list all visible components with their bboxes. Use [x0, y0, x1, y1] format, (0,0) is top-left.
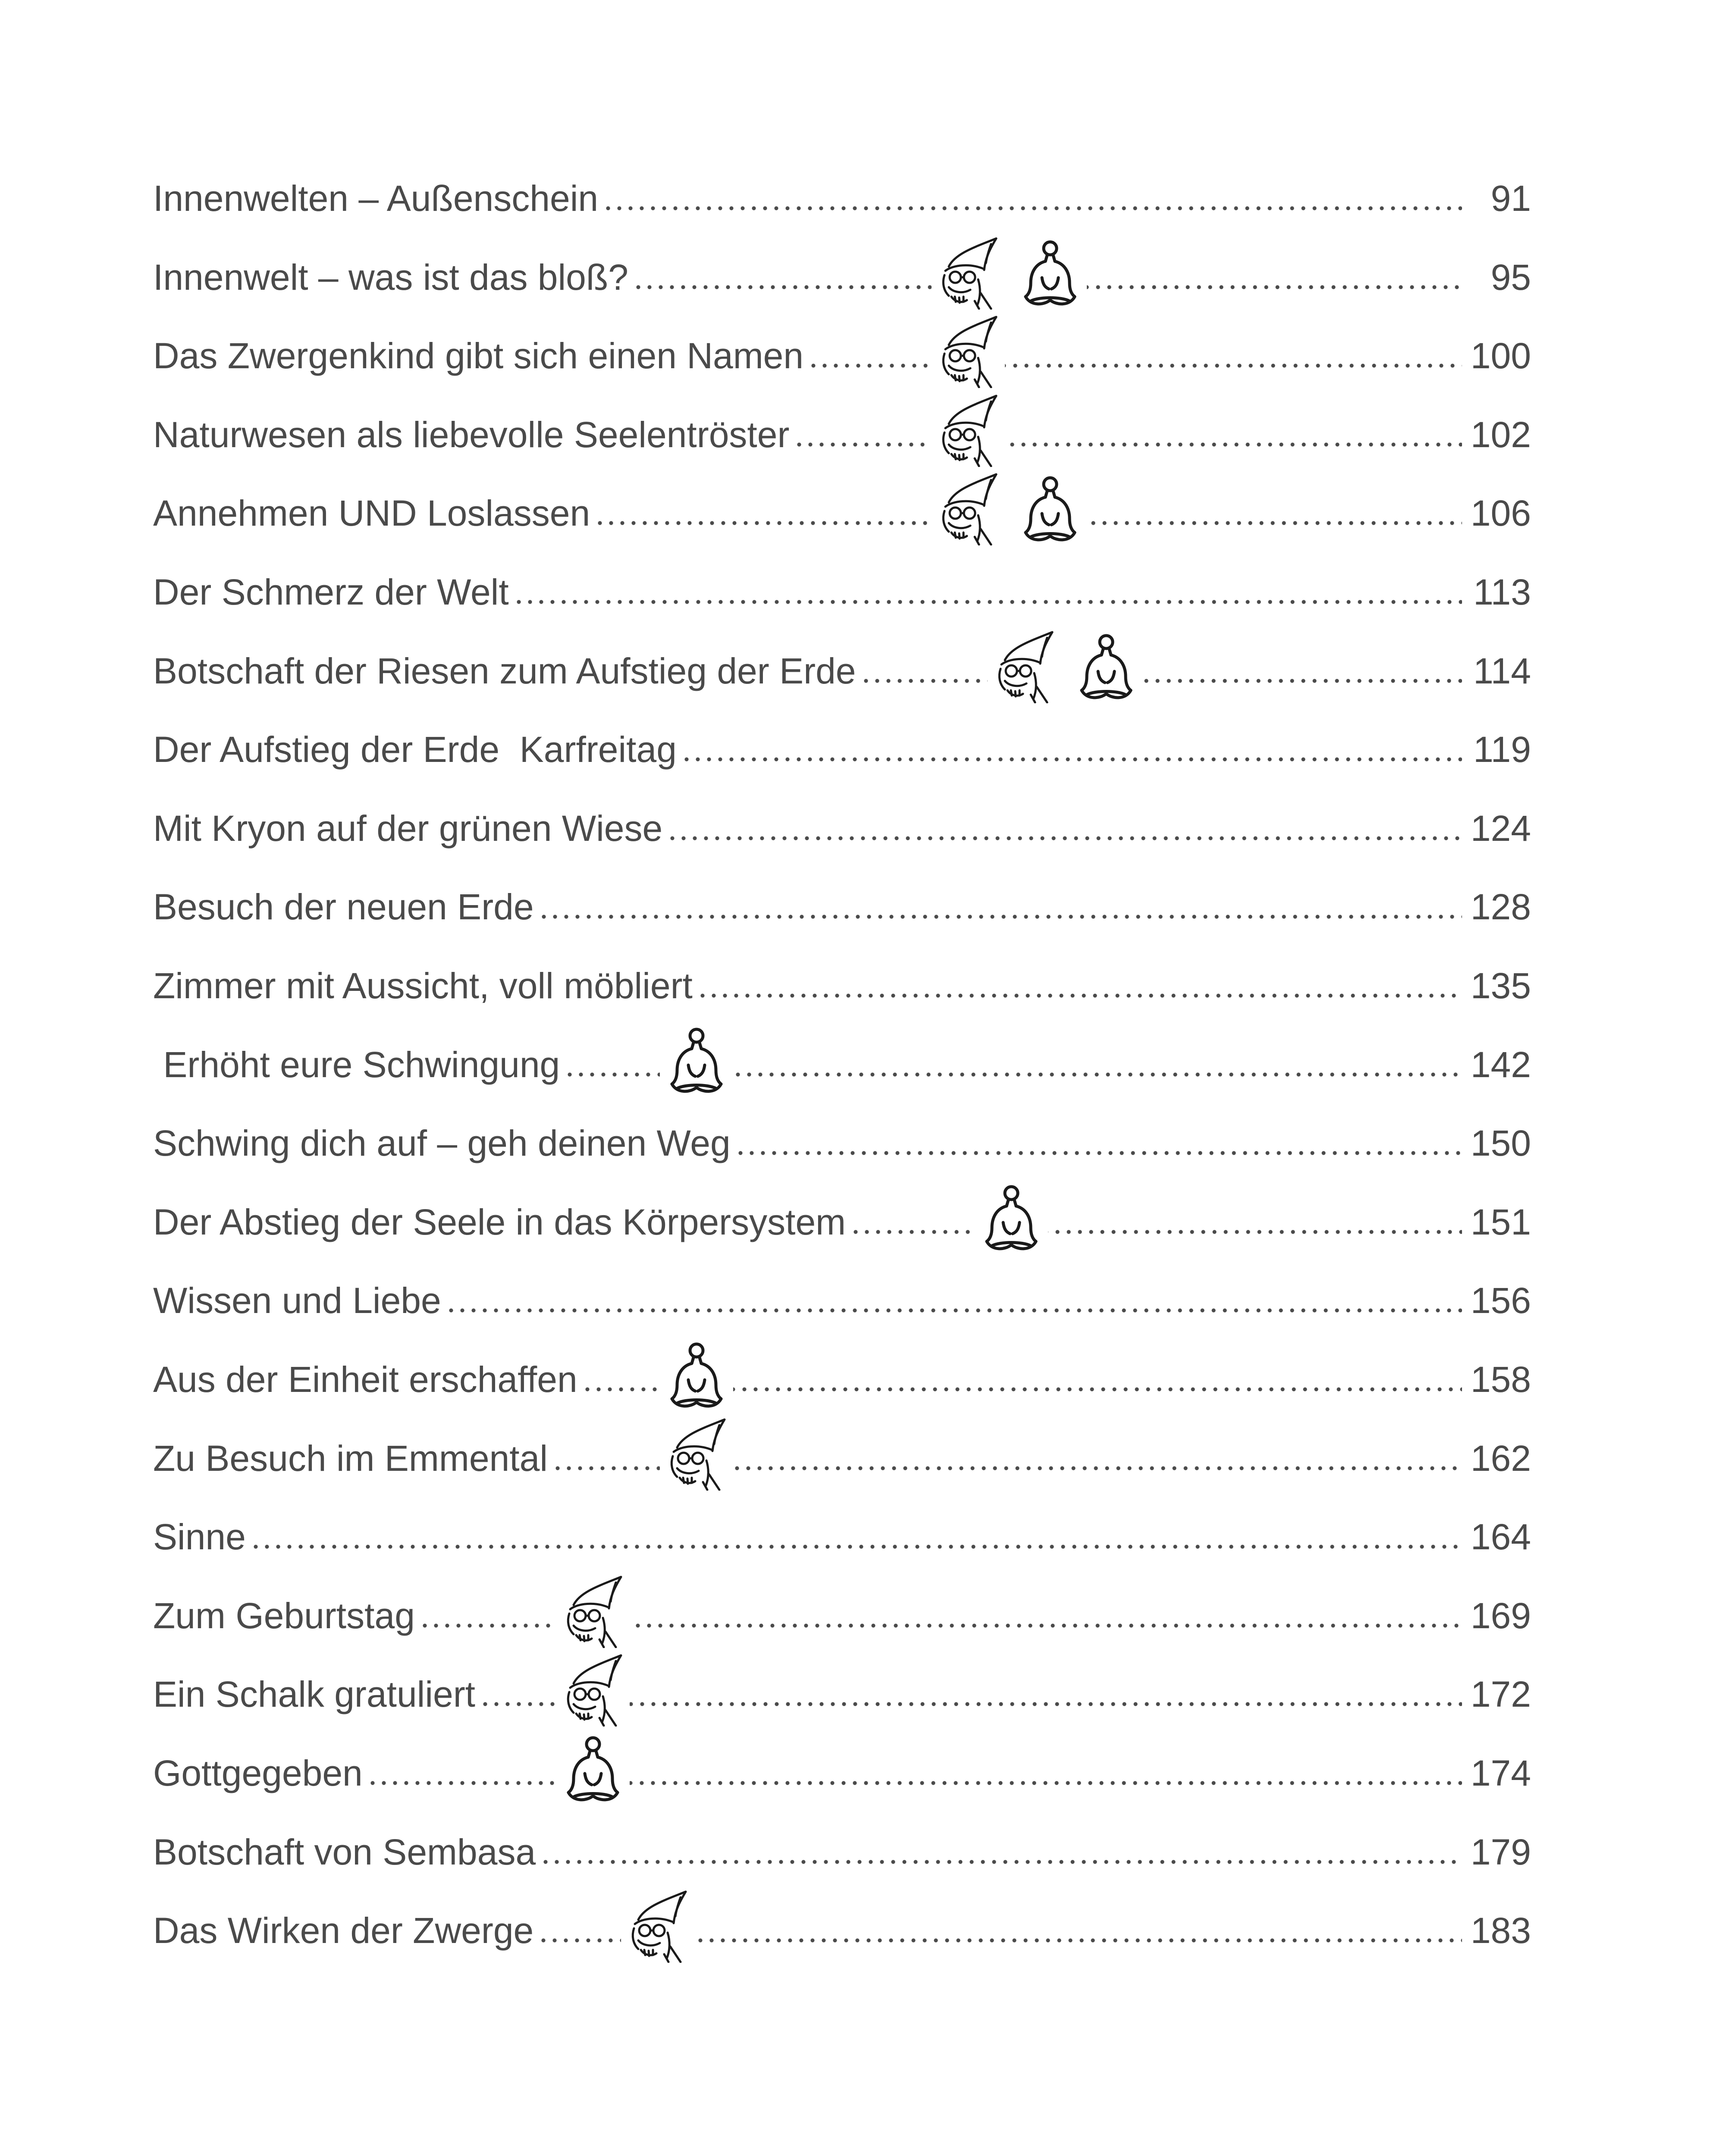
meditation-icon	[1018, 472, 1082, 545]
toc-entry-title: Zimmer mit Aussicht, voll möbliert	[153, 965, 693, 1006]
dot-leader	[598, 180, 1466, 216]
meditation-icon	[979, 1181, 1044, 1254]
dot-leader	[677, 731, 1466, 768]
toc-entry[interactable]	[153, 560, 1531, 624]
toc-entry-page-number: 158	[1470, 1359, 1531, 1400]
toc-entry[interactable]	[153, 402, 1531, 467]
dot-leader	[846, 1204, 1466, 1240]
toc-entry-title: Botschaft der Riesen zum Aufstieg der Erde	[153, 650, 856, 691]
toc-entry-title: Naturwesen als liebevolle Seelentröster	[153, 414, 790, 455]
toc-entry-page-number: 124	[1470, 808, 1531, 849]
toc-entry-icons	[932, 241, 1087, 305]
gnome-icon	[625, 1890, 690, 1963]
toc-entry-page-number: 95	[1490, 257, 1531, 298]
meditation-icon	[664, 1024, 729, 1097]
dot-leader	[536, 1834, 1466, 1870]
toc-entry-icons	[556, 1579, 630, 1644]
toc-entry-title: Das Wirken der Zwerge	[153, 1910, 534, 1951]
toc-entry-icons	[621, 1894, 694, 1959]
toc-entry[interactable]	[153, 796, 1531, 861]
toc-entry[interactable]	[153, 245, 1531, 310]
toc-entry[interactable]	[153, 1898, 1531, 1963]
toc-entry-page-number: 162	[1470, 1438, 1531, 1479]
toc-entry[interactable]	[153, 1347, 1531, 1412]
toc-entry[interactable]	[153, 166, 1531, 231]
toc-entry-page-number: 119	[1473, 729, 1531, 770]
meditation-icon	[561, 1732, 625, 1805]
toc-entry-title: Botschaft von Sembasa	[153, 1831, 536, 1872]
gnome-icon	[936, 472, 1001, 545]
toc-entry-page-number: 100	[1470, 335, 1531, 376]
dot-leader	[246, 1519, 1466, 1555]
toc-entry[interactable]	[153, 1583, 1531, 1648]
toc-entry-page-number: 142	[1470, 1044, 1531, 1085]
gnome-icon	[992, 630, 1057, 703]
toc-entry[interactable]	[153, 1504, 1531, 1569]
dot-leader	[803, 338, 1466, 374]
gnome-icon	[664, 1417, 729, 1491]
toc-entry[interactable]	[153, 323, 1531, 388]
toc-entry-page-number: 106	[1470, 493, 1531, 534]
gnome-icon	[936, 315, 1001, 388]
toc-entry-title: Innenwelt – was ist das bloß?	[153, 257, 628, 298]
toc-entry-icons	[975, 1185, 1048, 1250]
toc-entry[interactable]	[153, 1662, 1531, 1727]
toc-entry[interactable]	[153, 1426, 1531, 1491]
toc-entry-title: Annehmen UND Loslassen	[153, 493, 590, 534]
dot-leader	[509, 574, 1466, 610]
toc-entry[interactable]	[153, 639, 1531, 703]
toc-entry-title: Der Abstieg der Seele in das Körpersystem	[153, 1201, 846, 1242]
toc-entry-icons	[932, 476, 1087, 541]
toc-entry-page-number: 114	[1473, 650, 1531, 691]
toc-entry-title: Besuch der neuen Erde	[153, 887, 534, 928]
toc-entry[interactable]	[153, 1268, 1531, 1333]
toc-entry-icons	[660, 1422, 733, 1486]
gnome-icon	[936, 394, 1001, 467]
dot-leader	[731, 1125, 1466, 1161]
toc-entry[interactable]	[153, 1190, 1531, 1254]
gnome-icon	[561, 1575, 625, 1648]
toc-entry-page-number: 174	[1470, 1753, 1531, 1793]
toc-entry-title: Zu Besuch im Emmental	[153, 1438, 548, 1479]
toc-entry-page-number: 102	[1470, 414, 1531, 455]
toc-entry-page-number: 179	[1470, 1831, 1531, 1872]
toc-entry-title: Das Zwergenkind gibt sich einen Namen	[153, 335, 804, 376]
dot-leader	[856, 653, 1466, 689]
toc-entry-page-number: 156	[1470, 1280, 1531, 1321]
toc-entry-page-number: 150	[1470, 1123, 1531, 1164]
toc-entry-title: Erhöht eure Schwingung	[153, 1044, 560, 1085]
toc-entry-page-number: 172	[1470, 1674, 1531, 1715]
toc-entry-icons	[932, 398, 1005, 463]
toc-entry-page-number: 113	[1473, 572, 1531, 612]
toc-entry[interactable]	[153, 1741, 1531, 1805]
toc-entry-icons	[932, 319, 1005, 384]
toc-entry-title: Der Schmerz der Welt	[153, 572, 509, 612]
toc-entry[interactable]	[153, 874, 1531, 939]
meditation-icon	[664, 1338, 729, 1412]
toc-entry-icons	[556, 1736, 630, 1801]
toc-entry-title: Wissen und Liebe	[153, 1280, 441, 1321]
toc-entry-title: Zum Geburtstag	[153, 1595, 415, 1636]
dot-leader	[534, 889, 1466, 925]
toc-entry[interactable]	[153, 1032, 1531, 1097]
toc-entry-page-number: 169	[1470, 1595, 1531, 1636]
toc-entry[interactable]	[153, 953, 1531, 1018]
toc-entry-page-number: 128	[1470, 887, 1531, 928]
toc-entry-icons	[988, 634, 1143, 699]
toc-entry-title: Ein Schalk gratuliert	[153, 1674, 476, 1715]
dot-leader	[789, 417, 1466, 453]
toc-entry-page-number: 135	[1470, 965, 1531, 1006]
toc-entry[interactable]	[153, 717, 1531, 782]
toc-entry-icons	[660, 1343, 733, 1407]
toc-entry-title: Gottgegeben	[153, 1753, 363, 1793]
toc-entry-title: Der Aufstieg der Erde Karfreitag	[153, 729, 677, 770]
toc-entry-page-number: 91	[1490, 178, 1531, 219]
gnome-icon	[561, 1653, 625, 1727]
dot-leader	[441, 1282, 1466, 1319]
toc-entry[interactable]	[153, 1820, 1531, 1884]
toc-entry-title: Innenwelten – Außenschein	[153, 178, 599, 219]
toc-entry-page-number: 164	[1470, 1517, 1531, 1557]
dot-leader	[363, 1755, 1466, 1791]
toc-entry[interactable]	[153, 481, 1531, 545]
meditation-icon	[1018, 236, 1082, 310]
toc-entry-title: Schwing dich auf – geh deinen Weg	[153, 1123, 731, 1164]
toc-entry-icons	[556, 1658, 630, 1722]
toc-entry-page-number: 183	[1470, 1910, 1531, 1951]
toc-entry[interactable]	[153, 1111, 1531, 1175]
toc-entry-title: Aus der Einheit erschaffen	[153, 1359, 577, 1400]
dot-leader	[662, 810, 1466, 846]
toc-entry-page-number: 151	[1470, 1201, 1531, 1242]
toc-entry-title: Mit Kryon auf der grünen Wiese	[153, 808, 663, 849]
dot-leader	[693, 968, 1466, 1004]
meditation-icon	[1074, 630, 1139, 703]
toc-entry-title: Sinne	[153, 1517, 246, 1557]
gnome-icon	[936, 236, 1001, 310]
toc-entry-icons	[660, 1028, 733, 1093]
